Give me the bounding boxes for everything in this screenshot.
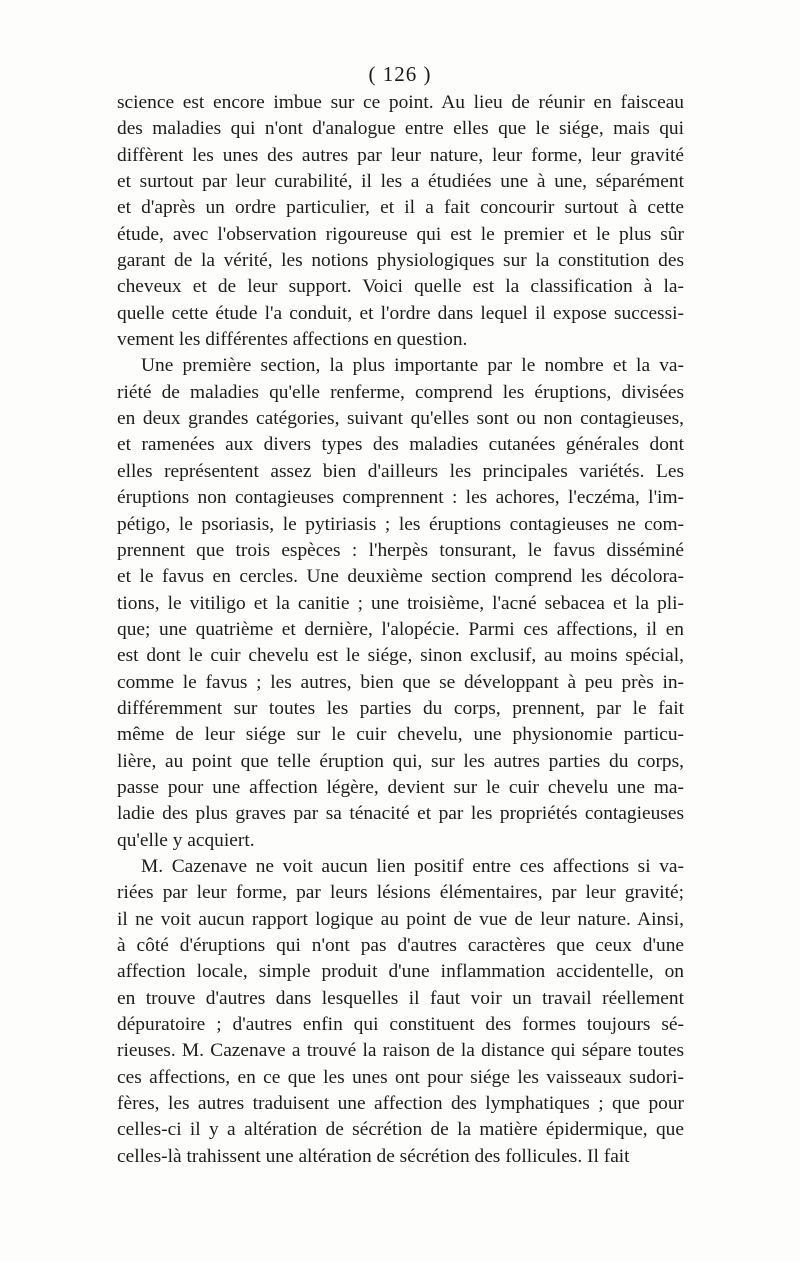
text-line: à côté d'éruptions qui n'ont pas d'autres caractères que ceux d'une: [117, 935, 684, 956]
text-line: étude, avec l'observation rigoureuse qui est le premier et le plus sûr: [117, 223, 684, 245]
text-line: pétigo, le psoriasis, le pytiriasis ; les éruptions contagieuses ne com-: [117, 513, 684, 535]
text-line: tions, le vitiligo et la canitie ; une troisième, l'acné sebacea et la pli-: [117, 592, 684, 614]
text-line: même de leur siége sur le cuir chevelu, une physionomie particu-: [117, 724, 684, 746]
text-line: vement les différentes affections en question.: [117, 329, 468, 351]
text-line: Une première section, la plus importante par le nombre et la va-: [141, 355, 684, 377]
text-line: et d'après un ordre particulier, et il a fait concourir surtout à cette: [117, 197, 684, 219]
text-line: M. Cazenave ne voit aucun lien positif entre ces affections si va-: [141, 855, 684, 877]
text-line: affection locale, simple produit d'une inflammation accidentelle, on: [117, 961, 684, 983]
text-line: diffèrent les unes des autres par leur nature, leur forme, leur gravité: [117, 144, 684, 166]
page-number: ( 126 ): [368, 62, 432, 86]
paragraph: [117, 90, 684, 353]
text-line: celles-là trahissent une altération de sécrétion des follicules. Il fait: [117, 1145, 630, 1167]
text-line: et le favus en cercles. Une deuxième section comprend les décolora-: [117, 566, 684, 588]
paragraph: [117, 854, 684, 1170]
text-line: cheveux et de leur support. Voici quelle est la classification à la-: [117, 276, 684, 298]
text-line: et ramenées aux divers types des maladies cutanées générales dont: [117, 434, 684, 456]
text-line: il ne voit aucun rapport logique au point de vue de leur nature. Ainsi,: [117, 908, 684, 930]
text-line: rieuses. M. Cazenave a trouvé la raison de la distance qui sépare toutes: [117, 1040, 684, 1062]
text-line: ladie des plus graves par sa ténacité et par les propriétés contagieuses: [117, 803, 684, 825]
text-line: des maladies qui n'ont d'analogue entre elles que le siége, mais qui: [117, 118, 684, 140]
text-line: éruptions non contagieuses comprennent : les achores, l'eczéma, l'im-: [117, 487, 684, 509]
text-line: celles-ci il y a altération de sécrétion de la matière épidermique, que: [117, 1119, 684, 1141]
text-line: ces affections, en ce que les unes ont pour siége les vaisseaux sudori-: [117, 1066, 684, 1088]
text-line: fères, les autres traduisent une affection des lymphatiques ; que pour: [117, 1093, 684, 1115]
text-line: prennent que trois espèces : l'herpès tonsurant, le favus disséminé: [117, 539, 684, 561]
text-line: science est encore imbue sur ce point. Au lieu de réunir en faisceau: [117, 92, 684, 113]
text-line: quelle cette étude l'a conduit, et l'ordre dans lequel il expose successi-: [117, 302, 684, 324]
text-line: en deux grandes catégories, suivant qu'elles sont ou non contagieuses,: [117, 408, 684, 430]
text-line: elles représentent assez bien d'ailleurs les principales variétés. Les: [117, 460, 684, 482]
text-line: riées par leur forme, par leurs lésions élémentaires, par leur gravité;: [117, 882, 684, 904]
text-line: garant de la vérité, les notions physiologiques sur la constitution des: [117, 250, 684, 272]
text-line: lière, au point que telle éruption qui, sur les autres parties du corps,: [117, 750, 684, 772]
text-line: comme le favus ; les autres, bien que se développant à peu près in-: [117, 671, 684, 693]
text-line: riété de maladies qu'elle renferme, comprend les éruptions, divisées: [117, 381, 684, 403]
paragraph: [117, 353, 684, 854]
text-line: et surtout par leur curabilité, il les a étudiées une à une, séparément: [117, 171, 684, 193]
text-line: différemment sur toutes les parties du corps, prennent, par le fait: [117, 697, 684, 719]
text-line: est dont le cuir chevelu est le siége, sinon exclusif, au moins spécial,: [117, 645, 684, 667]
text-line: en trouve d'autres dans lesquelles il faut voir un travail réellement: [117, 987, 684, 1009]
text-line: que; une quatrième et dernière, l'alopécie. Parmi ces affections, il en: [117, 618, 684, 640]
text-line: qu'elle y acquiert.: [117, 829, 255, 851]
text-line: dépuratoire ; d'autres enfin qui constituent des formes toujours sé-: [117, 1014, 684, 1036]
text-line: passe pour une affection légère, devient sur le cuir chevelu une ma-: [117, 776, 684, 798]
body-text: [117, 90, 684, 1170]
